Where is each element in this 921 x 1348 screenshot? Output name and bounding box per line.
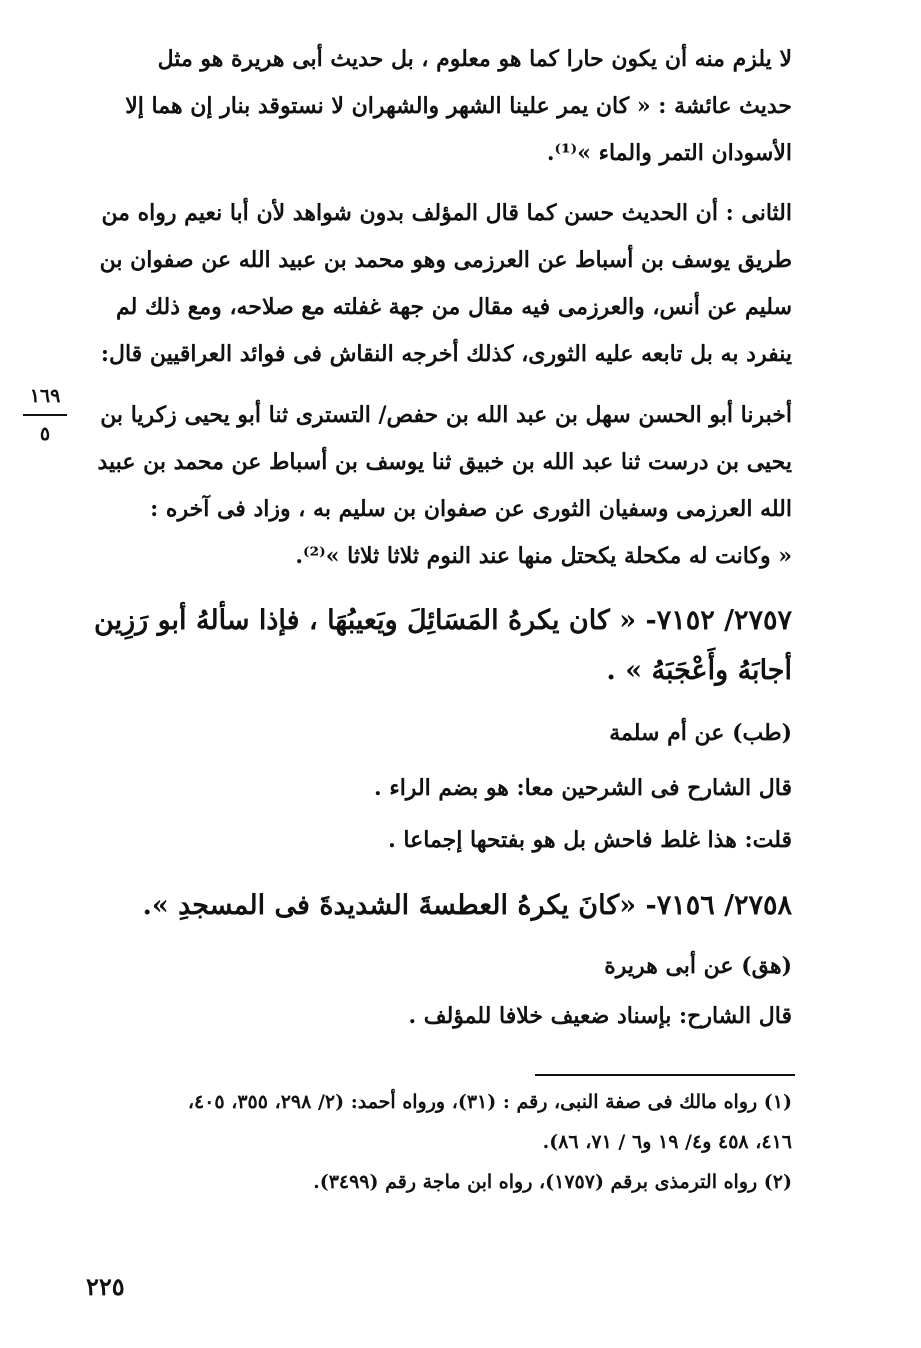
hadith-2757-line: أجابَهُ وأَعْجَبَهُ » . (606, 655, 792, 686)
paragraph-1-line: حديث عائشة : « كان يمر علينا الشهر والشهران لا نستوقد بنار إن هما إلا (125, 93, 792, 119)
paragraph-1-line: الأسودان التمر والماء »⁽¹⁾. (546, 140, 792, 166)
margin-reference-line: ٥ (39, 423, 51, 445)
author-note: قلت: هذا غلط فاحش بل هو بفتحها إجماعا . (388, 827, 792, 853)
margin-reference (22, 384, 68, 446)
paragraph-2-line: طريق يوسف بن أسباط عن العرزمى وهو محمد بن عبيد الله عن صفوان بن (99, 247, 792, 273)
paragraph-3-line: يحيى بن درست ثنا عبد الله بن خبيق ثنا يوسف بن أسباط عن محمد بن عبيد (97, 449, 792, 475)
paragraph-3-line: الله العرزمى وسفيان الثورى عن صفوان بن سليم به ، وزاد فى آخره : (150, 496, 792, 522)
paragraph-1-line: لا يلزم منه أن يكون حارا كما هو معلوم ، بل حديث أبى هريرة هو مثل (157, 46, 792, 72)
paragraph-3-line: « وكانت له مكحلة يكحتل منها عند النوم ثلاثا ثلاثا »⁽²⁾. (295, 543, 792, 569)
footnote-2: (٢) رواه الترمذى برقم (١٧٥٧)، رواه ابن ماجة رقم (٣٤٩٩). (313, 1171, 792, 1193)
margin-reference-page: ١٦٩ (29, 385, 61, 407)
footnotes (80, 1082, 792, 1202)
hadith-source-1: (طب) عن أم سلمة (609, 720, 792, 746)
paragraph-2-line: سليم عن أنس، والعرزمى فيه مقال من جهة غفلته مع صلاحه، ومع ذلك لم (115, 294, 792, 320)
hadith-2758 (80, 881, 792, 931)
page-number: ٢٢٥ (86, 1272, 125, 1301)
paragraph-3-line: أخبرنا أبو الحسن سهل بن عبد الله بن حفص/ التسترى ثنا أبو يحيى زكريا بن (100, 402, 792, 428)
footnote-1-line: (١) رواه مالك فى صفة النبى، رقم : (٣١)، ورواه أحمد: (٢/ ٢٩٨، ٣٥٥، ٤٠٥، (187, 1091, 792, 1113)
hadith-2757-line: ٢٧٥٧/ ٧١٥٢- « كان يكرهُ المَسَائِلَ ويَعيبُهَا ، فإذا سألهُ أبو رَزِين (94, 605, 792, 636)
paragraph-1 (80, 36, 792, 177)
footnote-1-line: ٤١٦، ٤٥٨ و٤/ ١٩ و٦ / ٧١، ٨٦). (542, 1131, 792, 1153)
commentary-2: قال الشارح: بإسناد ضعيف خلافا للمؤلف . (408, 1003, 792, 1029)
paragraph-2-line: الثانى : أن الحديث حسن كما قال المؤلف بدون شواهد لأن أبا نعيم رواه من (101, 200, 792, 226)
hadith-2757 (80, 596, 792, 696)
paragraph-2 (80, 190, 792, 378)
hadith-2758-line: ٢٧٥٨/ ٧١٥٦- «كانَ يكرهُ العطسةَ الشديدةَ فى المسجدِ ». (142, 890, 792, 921)
paragraph-2-line: ينفرد به بل تابعه عليه الثورى، كذلك أخرجه النقاش فى فوائد العراقيين قال: (100, 341, 792, 367)
hadith-source-2: (هق) عن أبى هريرة (604, 953, 792, 979)
paragraph-3 (80, 392, 792, 580)
margin-reference-rule (23, 414, 67, 416)
footnote-separator (535, 1074, 795, 1076)
commentary-1: قال الشارح فى الشرحين معا: هو بضم الراء . (374, 775, 792, 801)
